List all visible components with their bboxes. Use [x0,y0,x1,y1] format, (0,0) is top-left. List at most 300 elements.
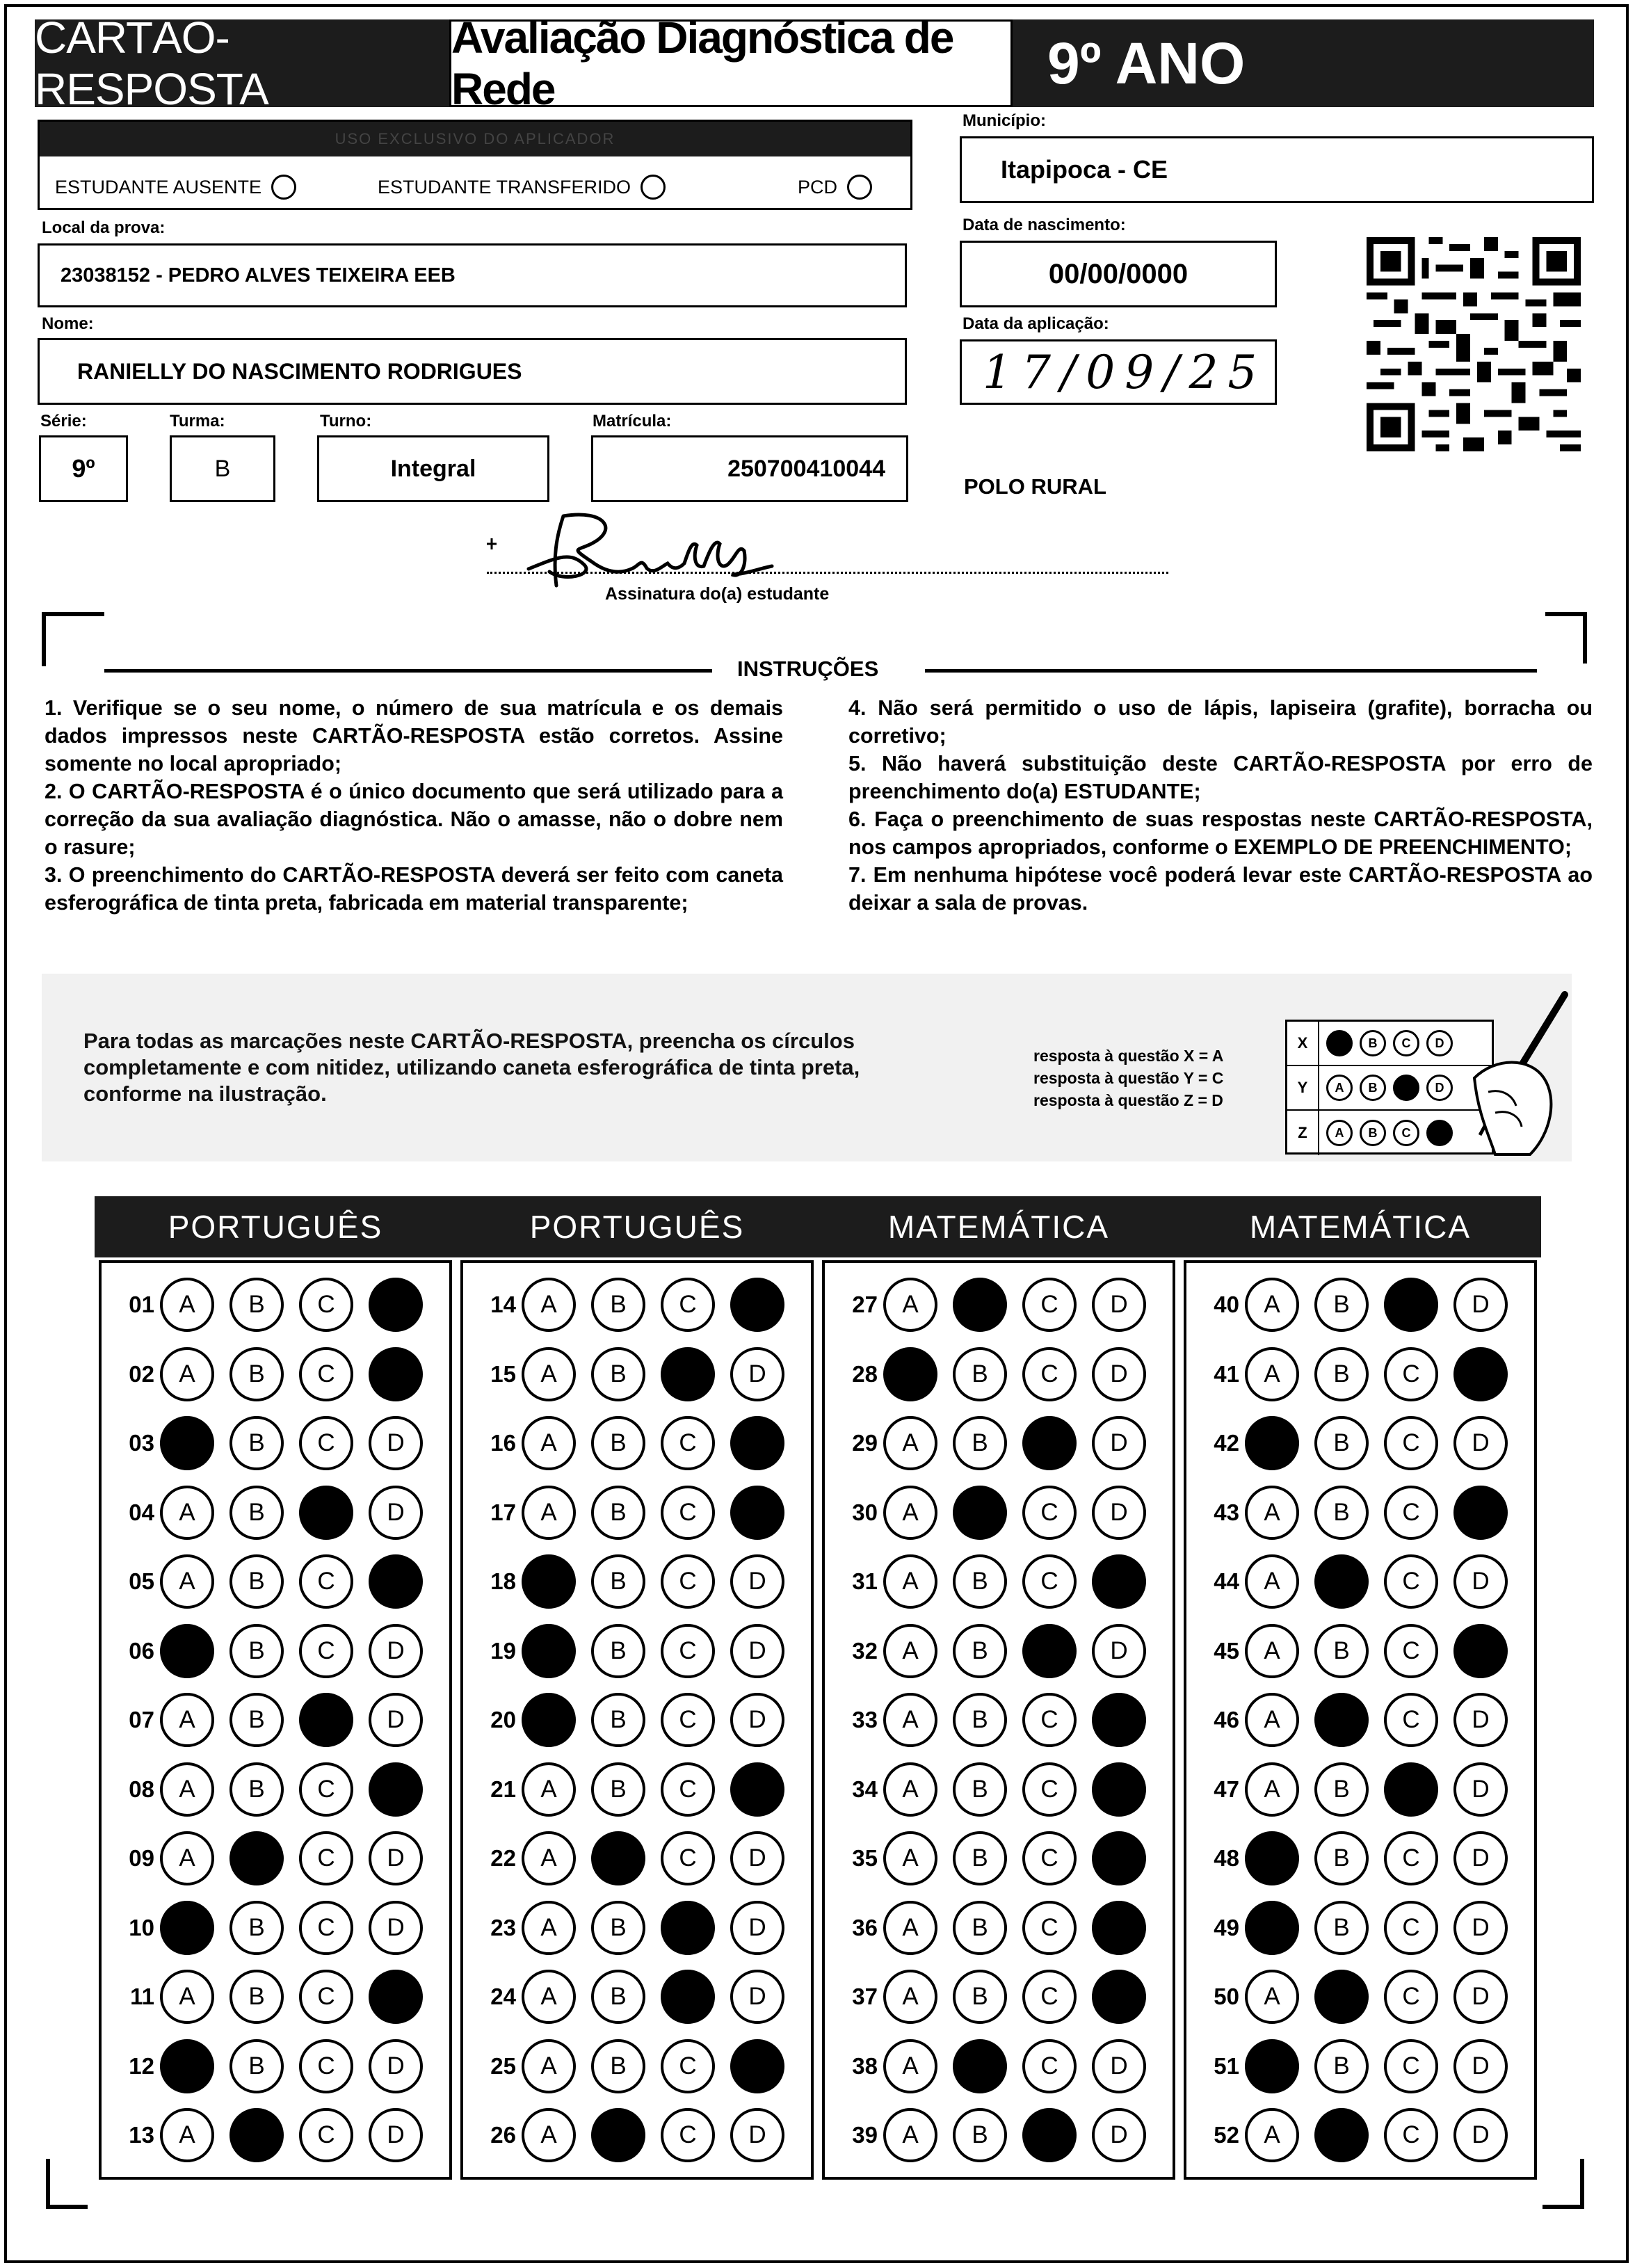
answer-bubble[interactable]: A [160,1762,214,1817]
question-number: 49 [1214,1914,1239,1940]
answer-bubble[interactable]: A [160,1486,214,1540]
answer-bubble[interactable]: B [953,1416,1007,1470]
answer-bubble[interactable]: B [953,1831,1007,1885]
answer-bubble[interactable]: D [730,1624,784,1678]
answer-bubble[interactable]: B [953,1554,1007,1609]
answer-bubble[interactable]: A [522,1486,576,1540]
example-bubble: D [1426,1075,1453,1101]
answer-bubble[interactable]: C [661,1624,715,1678]
answer-bubble[interactable]: A [522,1970,576,2024]
answer-bubble[interactable]: D [1453,1416,1508,1470]
answer-bubble[interactable]: B [1314,2039,1369,2093]
exam-title: Avaliação Diagnóstica de Rede [449,19,1013,107]
card-label: CARTÃO-RESPOSTA [35,19,449,107]
question-row [463,1692,800,1748]
answer-bubble[interactable] [1245,2039,1299,2093]
answer-bubble[interactable] [661,1901,715,1955]
answer-bubble[interactable]: C [299,1554,353,1609]
answer-bubble[interactable]: B [229,1416,284,1470]
answer-bubble[interactable]: C [1022,1347,1077,1401]
answer-bubble[interactable]: C [1384,1831,1438,1885]
answer-bubble[interactable]: B [1314,1624,1369,1678]
applicator-box [38,120,912,210]
question-row [825,1485,1161,1541]
answer-bubble[interactable]: B [591,1416,645,1470]
answer-bubble[interactable] [1453,1486,1508,1540]
answer-bubble[interactable]: A [883,1901,937,1955]
answer-bubble[interactable]: D [369,1486,423,1540]
instructions-rule-right [925,669,1537,673]
answer-bubble[interactable] [1314,1970,1369,2024]
answer-bubble[interactable]: D [1453,2039,1508,2093]
answer-bubble[interactable]: D [730,1901,784,1955]
subject-header: MATEMÁTICA [818,1196,1179,1257]
example-bubble: C [1393,1030,1419,1056]
question-number: 20 [490,1707,516,1732]
answer-bubble[interactable]: C [1022,1278,1077,1332]
question-number: 11 [130,1984,154,2009]
answer-bubble[interactable]: D [1453,1901,1508,1955]
local-label: Local da prova: [42,218,166,237]
question-row [825,1900,1161,1956]
answer-bubble[interactable]: D [369,1901,423,1955]
answer-bubble[interactable] [661,1347,715,1401]
corner-bottom-left [46,2159,88,2209]
answer-bubble[interactable]: A [1245,1693,1299,1747]
answer-bubble[interactable]: C [1384,2108,1438,2162]
answer-bubble[interactable]: A [883,1416,937,1470]
question-row [102,1415,438,1471]
answer-bubble[interactable]: C [1384,1486,1438,1540]
answer-bubble[interactable]: A [883,1554,937,1609]
answer-bubble[interactable] [661,1970,715,2024]
answer-bubble[interactable] [160,1416,214,1470]
instruction-3: 3. O preenchimento do CARTÃO-RESPOSTA deverá ser feito com caneta esferográfica de tinta preta, fabricada em material transparente; [45,863,783,915]
answer-bubble[interactable]: A [522,1278,576,1332]
answer-bubble[interactable]: A [160,1693,214,1747]
question-number: 16 [490,1430,516,1456]
answer-bubble[interactable]: C [299,1762,353,1817]
aplicacao-value: 17/09/25 [983,345,1267,399]
answer-bubble[interactable] [299,1486,353,1540]
answer-bubble[interactable] [1314,1554,1369,1609]
answer-bubble[interactable] [591,2108,645,2162]
question-number: 29 [852,1430,878,1456]
answer-bubble[interactable]: B [1314,1416,1369,1470]
answer-bubble[interactable]: C [1384,1416,1438,1470]
answer-bubble[interactable]: A [1245,1624,1299,1678]
answer-bubble[interactable]: A [1245,2108,1299,2162]
answer-bubble[interactable]: B [953,2108,1007,2162]
answer-bubble[interactable]: A [1245,1486,1299,1540]
question-row [1186,1623,1523,1679]
answer-bubble[interactable]: C [1384,1970,1438,2024]
answer-bubble[interactable]: C [1022,1762,1077,1817]
answer-bubble[interactable]: B [953,1624,1007,1678]
answer-bubble[interactable]: C [299,1831,353,1885]
answer-bubble[interactable]: A [1245,1554,1299,1609]
answer-bubble[interactable]: C [1022,2039,1077,2093]
answer-bubble[interactable]: B [591,2039,645,2093]
question-number: 21 [490,1776,516,1802]
question-row [825,1762,1161,1817]
answer-bubble[interactable]: A [883,1624,937,1678]
answer-bubble[interactable] [1022,1624,1077,1678]
answer-bubble[interactable] [369,1554,423,1609]
answer-bubble[interactable]: C [661,1278,715,1332]
answer-bubble[interactable] [229,1831,284,1885]
answer-bubble[interactable]: C [1384,2039,1438,2093]
answer-bubble[interactable]: A [522,1831,576,1885]
transferred-radio[interactable] [641,175,666,200]
answer-bubble[interactable]: B [591,1624,645,1678]
answer-bubble[interactable]: B [953,1901,1007,1955]
answer-bubble[interactable] [730,2039,784,2093]
answer-bubble[interactable]: D [730,1970,784,2024]
answer-bubble[interactable]: C [1022,1831,1077,1885]
answer-bubble[interactable]: A [160,1970,214,2024]
answer-bubble[interactable] [883,1347,937,1401]
answer-bubble[interactable] [1453,1624,1508,1678]
answer-bubble[interactable] [730,1278,784,1332]
answer-bubble[interactable]: B [229,1693,284,1747]
question-row [825,1346,1161,1402]
question-number: 24 [490,1984,516,2009]
question-row [102,1277,438,1333]
answer-bubble[interactable]: C [1022,1486,1077,1540]
absent-radio[interactable] [271,175,296,200]
answer-bubble[interactable]: C [661,2039,715,2093]
answer-bubble[interactable]: A [160,2108,214,2162]
answer-bubble[interactable]: B [953,1970,1007,2024]
answer-column [99,1260,452,2180]
subject-header: MATEMÁTICA [1179,1196,1541,1257]
corner-top-left [42,612,104,666]
answer-bubble[interactable]: C [1022,1693,1077,1747]
answer-bubble[interactable]: B [1314,1347,1369,1401]
question-row [825,1692,1161,1748]
example-bubble: C [1393,1120,1419,1146]
answer-bubble[interactable] [591,1831,645,1885]
answer-bubble[interactable]: A [883,2108,937,2162]
question-number: 45 [1214,1637,1239,1664]
question-row [102,2107,438,2163]
answer-bubble[interactable]: B [229,2039,284,2093]
answer-bubble[interactable] [160,1624,214,1678]
answer-bubble[interactable]: C [661,1486,715,1540]
question-row [1186,2107,1523,2163]
answer-bubble[interactable]: C [1384,1624,1438,1678]
answer-bubble[interactable]: B [1314,1278,1369,1332]
answer-bubble[interactable]: C [299,1624,353,1678]
answer-bubble[interactable] [1092,1554,1146,1609]
answer-bubble[interactable]: B [1314,1901,1369,1955]
answer-bubble[interactable] [369,1278,423,1332]
aplicacao-label: Data da aplicação: [963,314,1109,333]
answer-bubble[interactable]: D [369,1831,423,1885]
answer-bubble[interactable]: D [1092,2039,1146,2093]
answer-bubble[interactable] [1092,1831,1146,1885]
pcd-option[interactable] [798,175,872,200]
answer-bubble[interactable]: D [730,1831,784,1885]
answer-bubble[interactable]: B [953,1693,1007,1747]
answer-bubble[interactable]: A [883,2039,937,2093]
answer-bubble[interactable]: A [522,1762,576,1817]
answer-bubble[interactable] [1245,1901,1299,1955]
question-number: 51 [1214,2052,1239,2079]
question-row [102,1831,438,1886]
question-number: 05 [129,1568,154,1594]
answer-bubble[interactable]: B [229,1624,284,1678]
answer-bubble[interactable]: D [1453,1554,1508,1609]
answer-bubble[interactable] [522,1693,576,1747]
answer-bubble[interactable]: D [1092,1624,1146,1678]
answer-bubble[interactable]: C [661,1416,715,1470]
answer-bubble[interactable] [1384,1278,1438,1332]
answer-bubble[interactable]: D [369,1693,423,1747]
absent-option[interactable] [55,175,296,200]
answer-bubble[interactable] [1022,1416,1077,1470]
question-row [463,1277,800,1333]
answer-bubble[interactable] [730,1416,784,1470]
answer-bubble[interactable]: D [369,1624,423,1678]
answer-bubble[interactable]: C [1384,1693,1438,1747]
municipio-label: Município: [963,111,1046,130]
instructions-right [848,694,1593,917]
answer-bubble[interactable]: D [1453,1970,1508,2024]
question-row [102,1692,438,1748]
example-bubble [1393,1075,1419,1101]
answer-bubble[interactable]: D [730,1554,784,1609]
answer-bubble[interactable]: D [1092,2108,1146,2162]
subject-header: PORTUGUÊS [95,1196,456,1257]
instructions-title: INSTRUÇÕES [737,657,879,681]
signature-line [487,572,1168,574]
answer-bubble[interactable] [1314,2108,1369,2162]
answer-bubble[interactable]: A [522,1416,576,1470]
answer-bubble[interactable] [953,2039,1007,2093]
answer-bubble[interactable] [953,1486,1007,1540]
answer-bubble[interactable]: B [591,1554,645,1609]
transferred-option[interactable] [378,175,666,200]
answer-bubble[interactable]: C [661,2108,715,2162]
answer-bubble[interactable] [160,1901,214,1955]
example-row-key: Z [1287,1111,1319,1155]
answer-bubble[interactable]: A [1245,1762,1299,1817]
question-number: 30 [852,1499,878,1525]
question-number: 44 [1214,1568,1239,1594]
answer-bubble[interactable]: C [1384,1901,1438,1955]
answer-bubble[interactable]: C [299,2039,353,2093]
answer-bubble[interactable]: B [591,1278,645,1332]
answer-bubble[interactable] [1453,1347,1508,1401]
answer-bubble[interactable]: C [1384,1554,1438,1609]
question-row [825,2038,1161,2094]
answer-bubble[interactable]: D [369,2108,423,2162]
question-row [825,1415,1161,1471]
answer-bubble[interactable]: C [1022,1901,1077,1955]
question-row [825,1831,1161,1886]
question-number: 50 [1214,1984,1239,2009]
answer-bubble[interactable]: A [1245,1970,1299,2024]
answer-bubble[interactable]: D [1092,1278,1146,1332]
question-row [1186,1969,1523,2025]
answer-bubble[interactable]: A [1245,1347,1299,1401]
answer-bubble[interactable]: C [1022,1970,1077,2024]
question-number: 43 [1214,1499,1239,1525]
answer-bubble[interactable]: C [1384,1347,1438,1401]
question-row [463,1900,800,1956]
answer-bubble[interactable]: B [229,1762,284,1817]
name-field [38,338,907,405]
answer-bubble[interactable]: A [522,2108,576,2162]
answer-bubble[interactable]: C [299,1416,353,1470]
answer-bubble[interactable] [522,1624,576,1678]
question-row [102,1554,438,1609]
question-number: 12 [129,2052,154,2079]
question-row [1186,1831,1523,1886]
serie-field [39,435,128,502]
question-row [1186,1692,1523,1748]
answer-bubble[interactable]: D [1092,1416,1146,1470]
answer-bubble[interactable] [1245,1416,1299,1470]
answer-bubble[interactable] [1314,1693,1369,1747]
answer-bubble[interactable]: D [1453,1762,1508,1817]
instructions-left [45,694,783,917]
instruction-7: 7. Em nenhuma hipótese você poderá levar este CARTÃO-RESPOSTA ao deixar a sala de provas. [848,863,1593,915]
question-number: 36 [852,1914,878,1940]
answer-bubble[interactable] [1245,1831,1299,1885]
answer-bubble[interactable]: A [883,1486,937,1540]
signature-label: Assinatura do(a) estudante [605,584,830,604]
answer-column [822,1260,1175,2180]
answer-bubble[interactable]: B [229,1486,284,1540]
answer-bubble[interactable]: A [160,1278,214,1332]
answer-bubble[interactable] [522,1554,576,1609]
question-row [102,1900,438,1956]
example-bubble: D [1426,1030,1453,1056]
answer-bubble[interactable]: A [883,1970,937,2024]
answer-bubble[interactable] [1092,1693,1146,1747]
answer-bubble[interactable]: D [1453,1693,1508,1747]
answer-bubble[interactable]: D [1092,1347,1146,1401]
answer-bubble[interactable]: A [160,1554,214,1609]
answer-bubble[interactable]: B [953,1762,1007,1817]
answer-bubble[interactable]: B [591,1970,645,2024]
answer-bubble[interactable]: B [953,1347,1007,1401]
answer-bubble[interactable] [369,1762,423,1817]
answer-bubble[interactable]: D [730,2108,784,2162]
question-number: 31 [852,1568,878,1594]
answer-bubble[interactable]: B [591,1762,645,1817]
answer-bubble[interactable]: C [661,1554,715,1609]
answer-bubble[interactable]: C [299,2108,353,2162]
answer-bubble[interactable]: D [730,1347,784,1401]
answer-bubble[interactable]: A [522,1347,576,1401]
answer-bubble[interactable]: C [661,1762,715,1817]
question-number: 41 [1214,1360,1239,1387]
answer-bubble[interactable]: D [1453,1278,1508,1332]
answer-bubble[interactable]: C [299,1901,353,1955]
answer-bubble[interactable]: A [883,1278,937,1332]
answer-bubble[interactable]: B [591,1347,645,1401]
answer-bubble[interactable] [160,2039,214,2093]
answer-bubble[interactable]: B [1314,1486,1369,1540]
answer-bubble[interactable]: C [299,1347,353,1401]
question-row [825,1554,1161,1609]
answer-bubble[interactable]: C [1022,1554,1077,1609]
question-number: 07 [129,1707,154,1732]
answer-bubble[interactable] [730,1486,784,1540]
answer-bubble[interactable]: D [1453,1831,1508,1885]
answer-bubble[interactable] [299,1693,353,1747]
answer-bubble[interactable]: D [369,1416,423,1470]
question-number: 33 [852,1707,878,1732]
answer-bubble[interactable]: A [160,1831,214,1885]
answer-bubble[interactable] [730,1762,784,1817]
answer-bubble[interactable]: D [1453,2108,1508,2162]
municipio-field [960,136,1594,203]
question-number: 28 [852,1360,878,1387]
answer-bubble[interactable]: B [1314,1762,1369,1817]
answer-bubble[interactable] [1092,1901,1146,1955]
answer-bubble[interactable]: B [229,1901,284,1955]
answer-bubble[interactable] [369,1970,423,2024]
question-row [102,1485,438,1541]
answer-bubble[interactable] [369,1347,423,1401]
answer-bubble[interactable]: B [229,1278,284,1332]
answer-bubble[interactable]: C [299,1970,353,2024]
subject-header: PORTUGUÊS [456,1196,818,1257]
pcd-radio[interactable] [847,175,872,200]
answer-bubble[interactable]: D [1092,1486,1146,1540]
answer-bubble[interactable]: D [369,2039,423,2093]
answer-bubble[interactable]: B [229,1554,284,1609]
answer-bubble[interactable] [1092,1970,1146,2024]
question-number: 08 [129,1776,154,1802]
answer-bubble[interactable] [1384,1762,1438,1817]
question-number: 09 [129,1845,154,1871]
answer-bubble[interactable]: B [591,1901,645,1955]
example-legend-z: resposta à questão Z = D [1033,1091,1223,1109]
answer-bubble[interactable] [229,2108,284,2162]
question-row [463,1485,800,1541]
answer-bubble[interactable]: A [522,1901,576,1955]
answer-bubble[interactable]: B [229,1970,284,2024]
answer-bubble[interactable]: A [883,1693,937,1747]
answer-bubble[interactable]: D [730,1693,784,1747]
answer-bubble[interactable] [1092,1762,1146,1817]
answer-bubble[interactable]: C [661,1831,715,1885]
answer-bubble[interactable] [953,1278,1007,1332]
signature-image [480,502,830,606]
answer-bubble[interactable] [1022,2108,1077,2162]
answer-bubble[interactable]: B [591,1693,645,1747]
aplicacao-field [960,339,1277,405]
answer-bubble[interactable]: A [522,2039,576,2093]
answer-bubble[interactable]: B [229,1347,284,1401]
answer-bubble[interactable]: C [661,1693,715,1747]
answer-bubble[interactable]: C [299,1278,353,1332]
answer-bubble[interactable]: A [883,1831,937,1885]
answer-bubble[interactable]: A [1245,1278,1299,1332]
answer-bubble[interactable]: A [160,1347,214,1401]
pen-hand-illustration [1447,974,1572,1161]
answer-bubble[interactable]: B [591,1486,645,1540]
question-row [463,1554,800,1609]
answer-bubble[interactable]: B [1314,1831,1369,1885]
answer-bubble[interactable]: A [883,1762,937,1817]
